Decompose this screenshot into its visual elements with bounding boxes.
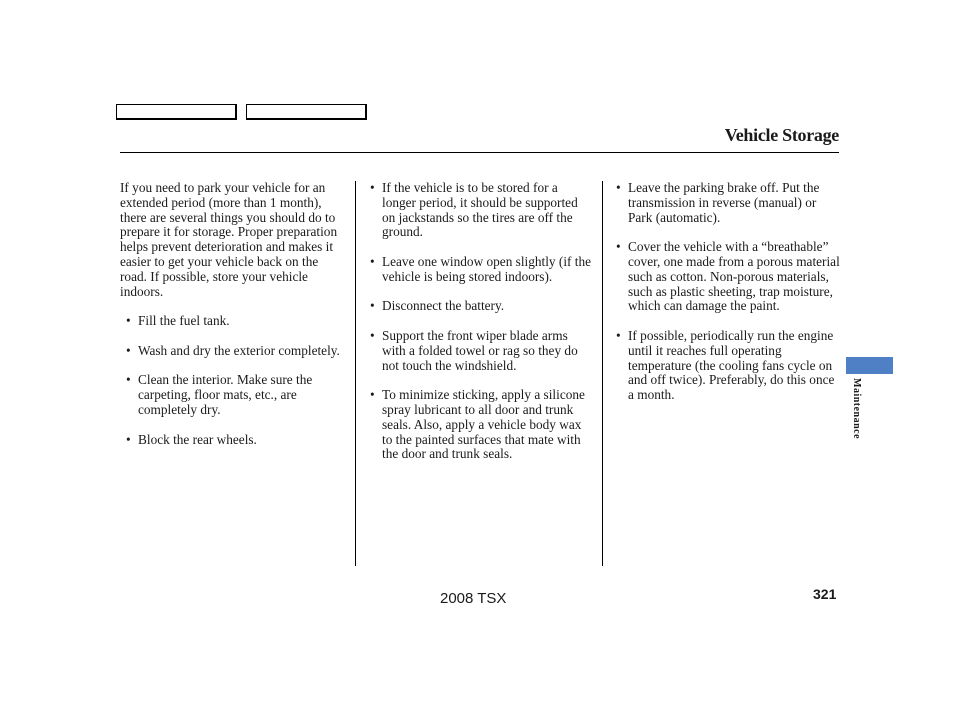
- column-divider: [602, 181, 603, 566]
- list-item: • If the vehicle is to be stored for a longer period, it should be supported on jackstands so the tires are off the ground.: [368, 181, 592, 240]
- page-number: 321: [813, 586, 837, 602]
- list-item: • Block the rear wheels.: [124, 433, 344, 448]
- column-1: [120, 181, 344, 462]
- list-item: • Leave the parking brake off. Put the transmission in reverse (manual) or Park (automatic).: [614, 181, 840, 225]
- header-rule: [120, 152, 839, 153]
- nav-button-index[interactable]: [246, 104, 367, 120]
- page-title: Vehicle Storage: [724, 125, 839, 145]
- list-item: • Wash and dry the exterior completely.: [124, 344, 344, 359]
- list-item: • Leave one window open slightly (if the vehicle is being stored indoors).: [368, 255, 592, 285]
- list-item: • Clean the interior. Make sure the carpeting, floor mats, etc., are completely dry.: [124, 373, 344, 417]
- storage-steps-list-1: [120, 314, 344, 447]
- storage-steps-list-3: [614, 181, 840, 403]
- column-divider: [355, 181, 356, 566]
- list-item: • To minimize sticking, apply a silicone spray lubricant to all door and trunk seals. Also, apply a vehicle body wax to the painted surfaces that mate with the door and trunk seals.: [368, 388, 592, 462]
- section-tab-label: Maintenance: [851, 378, 862, 440]
- storage-steps-list-2: [368, 181, 592, 462]
- list-item: • Cover the vehicle with a “breathable” cover, one made from a porous material such as cotton. Non-porous materials, such as plastic sheeting, trap moisture, which can damage the paint.: [614, 240, 840, 314]
- nav-button-contents[interactable]: [116, 104, 237, 120]
- column-3: [614, 181, 840, 418]
- list-item: • Fill the fuel tank.: [124, 314, 344, 329]
- list-item: • If possible, periodically run the engine until it reaches full operating temperature (the cooling fans cycle on and off twice). Preferably, do this once a month.: [614, 329, 840, 403]
- intro-paragraph: If you need to park your vehicle for an extended period (more than 1 month), there are several things you should do to prepare it for storage. Proper preparation helps prevent deterioration and makes it easier to get your vehicle back on the road. If possible, store your vehicle indoors.: [120, 180, 338, 299]
- list-item: • Disconnect the battery.: [368, 299, 592, 314]
- list-item: • Support the front wiper blade arms with a folded towel or rag so they do not touch the windshield.: [368, 329, 592, 373]
- section-tab[interactable]: [846, 357, 893, 374]
- footer-model: 2008 TSX: [440, 590, 507, 607]
- column-2: [368, 181, 592, 477]
